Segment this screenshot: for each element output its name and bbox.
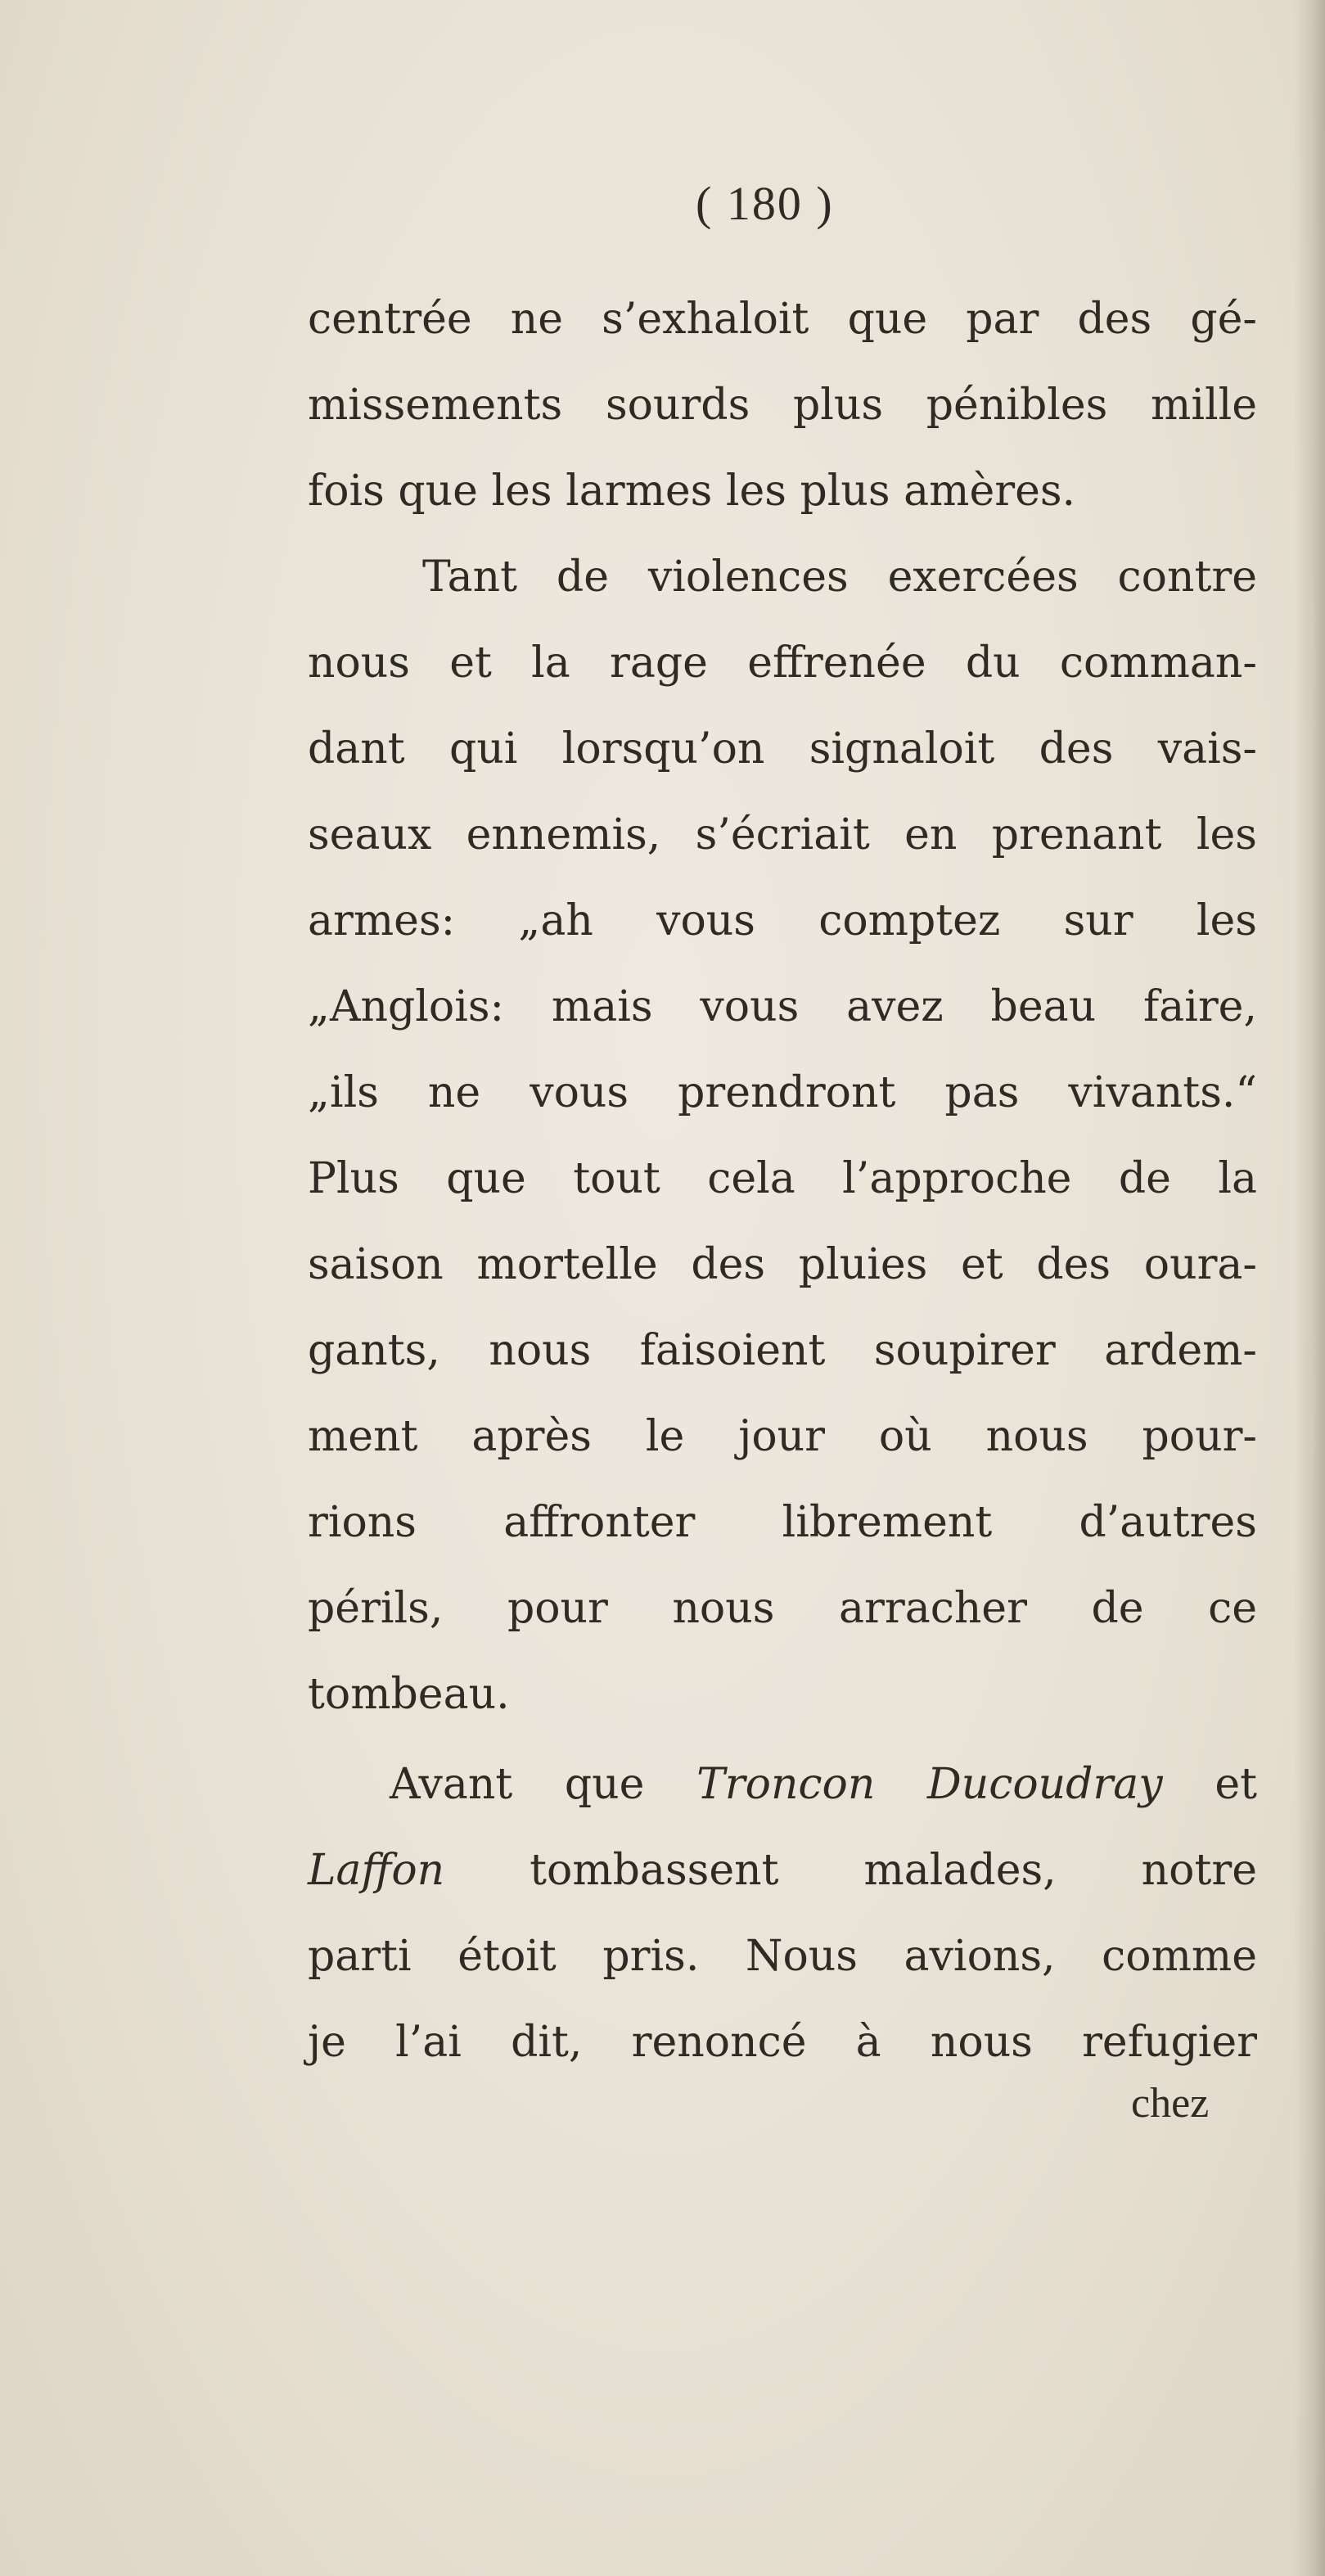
text-line: dant qui lorsqu’on signaloit des vais- [308, 724, 1257, 774]
text-run: et [1162, 1760, 1257, 1809]
text-line: nous et la rage effrenée du comman- [308, 638, 1257, 688]
text-line: „Anglois: mais vous avez beau faire, [308, 982, 1257, 1031]
text-line: fois que les larmes les plus amères. [308, 467, 1076, 516]
text-line: seaux ennemis, s’écriait en prenant les [308, 810, 1257, 859]
page-number: ( 180 ) [696, 177, 834, 230]
text-line: centrée ne s’exhaloit que par des gé- [308, 295, 1257, 344]
text-line: ment après le jour où nous pour- [308, 1412, 1257, 1461]
person-name: Laffon [308, 1846, 445, 1895]
text-line [308, 1846, 1257, 1895]
text-line: saison mortelle des pluies et des oura- [308, 1240, 1257, 1289]
text-line: gants, nous faisoient soupirer ardem- [308, 1326, 1257, 1375]
text-run: Avant que [390, 1760, 697, 1809]
text-line: Plus que tout cela l’approche de la [308, 1154, 1257, 1203]
text-line: rions affronter librement d’autres [308, 1498, 1257, 1547]
text-line: armes: „ah vous comptez sur les [308, 896, 1257, 945]
page-edge-shadow [1294, 0, 1325, 2576]
text-run: tombassent malades, notre [444, 1846, 1257, 1895]
catchword: chez [1131, 2080, 1210, 2127]
text-line: parti étoit pris. Nous avions, comme [308, 1932, 1257, 1981]
text-line: périls, pour nous arracher de ce [308, 1584, 1257, 1633]
text-line: je l’ai dit, renoncé à nous refugier [308, 2018, 1257, 2067]
text-line: Tant de violences exercées contre [422, 553, 1257, 602]
text-line: missements sourds plus pénibles mille [308, 381, 1257, 430]
person-name: Troncon Ducoudray [696, 1760, 1163, 1809]
text-line: „ils ne vous prendront pas vivants.“ [308, 1068, 1257, 1117]
text-line: tombeau. [308, 1670, 510, 1719]
text-line [308, 1760, 1257, 1809]
